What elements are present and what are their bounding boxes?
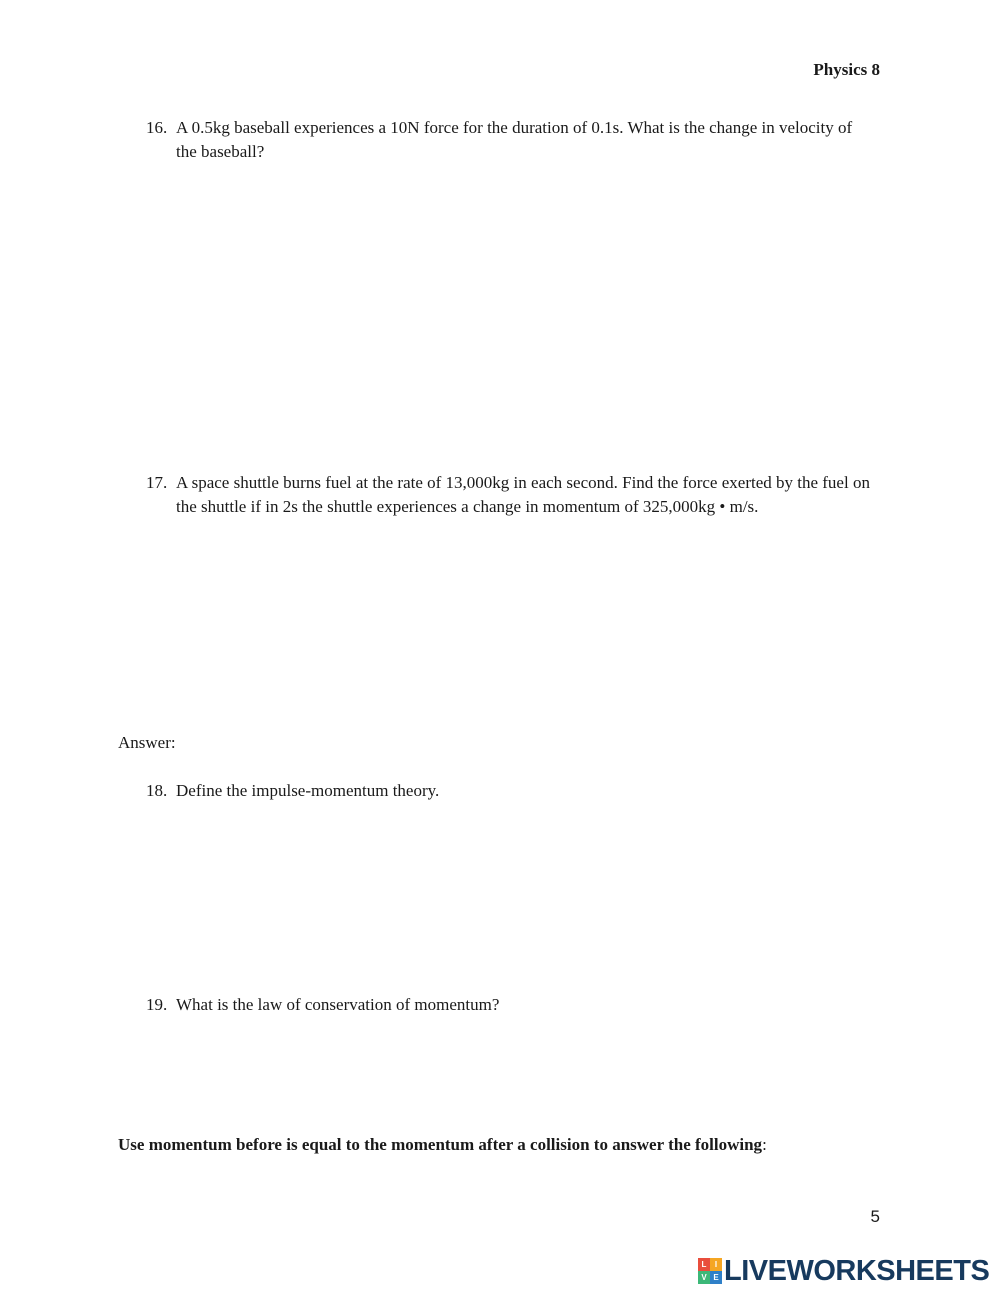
logo-letter: I (710, 1258, 722, 1271)
question-18 (146, 779, 876, 803)
liveworksheets-logo-icon (698, 1258, 722, 1284)
question-19 (146, 993, 876, 1017)
question-text: A space shuttle burns fuel at the rate of 13,000kg in each second. Find the force exerted by the fuel on the shuttle if in 2s the shuttle experiences a change in momentum of 325,000kg • m/s. (176, 473, 870, 516)
question-text: A 0.5kg baseball experiences a 10N force for the duration of 0.1s. What is the change in velocity of the baseball? (176, 118, 853, 161)
question-number: 18. (146, 781, 168, 800)
question-number: 19. (146, 995, 168, 1014)
page-header-title: Physics 8 (813, 60, 880, 79)
answer-label: Answer: (118, 733, 176, 752)
question-text: What is the law of conservation of momentum? (176, 995, 500, 1014)
collision-instruction (118, 1135, 767, 1155)
brand-name: LIVEWORKSHEETS (724, 1254, 990, 1287)
logo-letter: E (710, 1271, 722, 1284)
question-number: 16. (146, 118, 168, 137)
instruction-suffix: : (762, 1135, 767, 1154)
logo-letter: L (698, 1258, 710, 1271)
liveworksheets-brand[interactable] (698, 1254, 989, 1288)
question-number: 17. (146, 473, 168, 492)
page-number: 5 (870, 1207, 880, 1226)
question-17 (146, 471, 876, 519)
question-16 (146, 116, 876, 164)
instruction-bold-text: Use momentum before is equal to the momentum after a collision to answer the following (118, 1135, 763, 1154)
logo-letter: V (698, 1271, 710, 1284)
question-text: Define the impulse-momentum theory. (176, 781, 440, 800)
